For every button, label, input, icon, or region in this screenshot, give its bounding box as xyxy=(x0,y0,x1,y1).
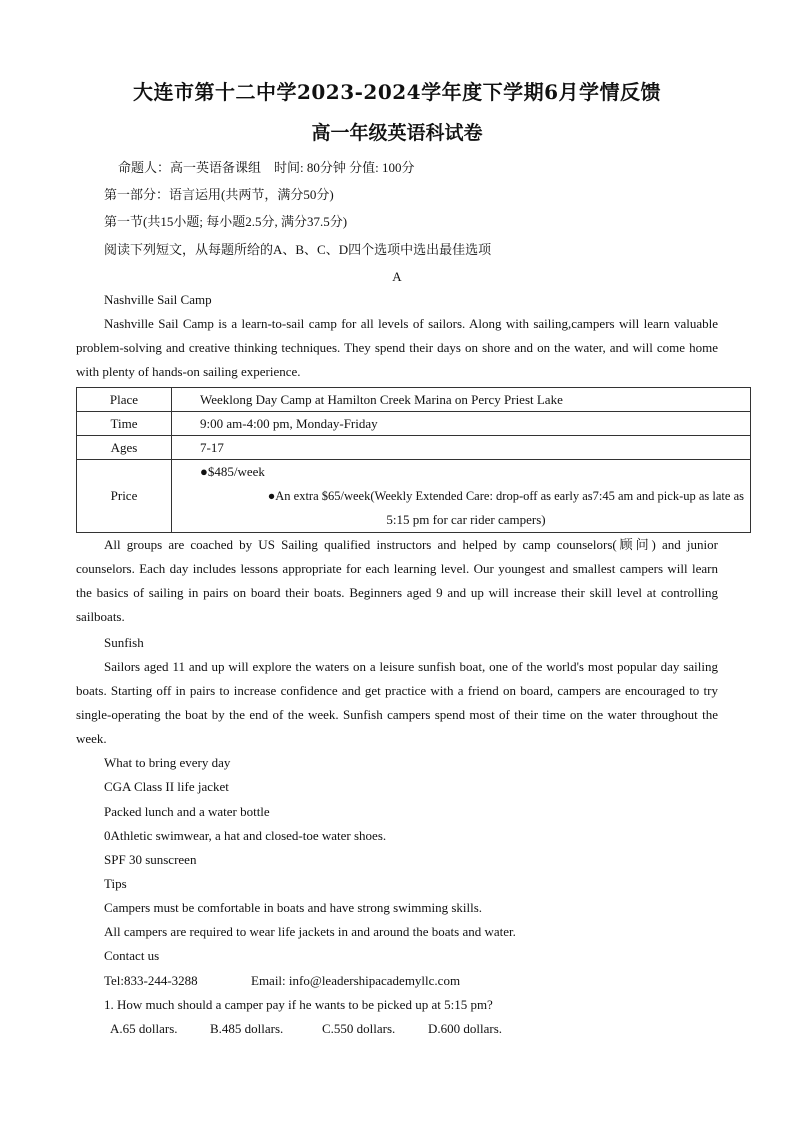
time-label: Time xyxy=(77,412,172,436)
bring-item: CGA Class II life jacket xyxy=(104,779,229,794)
place-label: Place xyxy=(77,388,172,412)
ages-label: Ages xyxy=(77,436,172,460)
section-one-heading: 第一节(共15小题; 每小题2.5分, 满分37.5分) xyxy=(104,214,348,229)
bring-heading: What to bring every day xyxy=(104,755,231,770)
part-one-heading: 第一部分：语言运用(共两节，满分50分) xyxy=(104,187,334,202)
passage-para-coaching: All groups are coached by US Sailing qualified instructors and helped by camp counselors(顾问) and junior counselors. Each day includes lessons appropriate for each learning level. Our youngest and smallest campers will learn the basics of sailing in pairs on board their boats. Beginners aged 9 and up will increase their skill level at controlling sailboats. xyxy=(76,537,718,624)
exam-title: 大连市第十二中学2023-2024学年度下学期6月学情反馈 xyxy=(132,80,662,104)
price-value xyxy=(172,460,751,533)
question-1-option-c: C.550 dollars. xyxy=(322,1021,396,1036)
question-1-stem: 1. How much should a camper pay if he wants to be picked up at 5:15 pm? xyxy=(104,997,493,1012)
bring-item: SPF 30 sunscreen xyxy=(104,852,197,867)
time-value: 9:00 am-4:00 pm, Monday-Friday xyxy=(172,412,751,436)
sunfish-heading: Sunfish xyxy=(104,635,144,650)
question-1-option-d: D.600 dollars. xyxy=(428,1021,503,1036)
contact-email: Email: info@leadershipacademyllc.com xyxy=(251,973,461,988)
ages-value: 7-17 xyxy=(172,436,751,460)
contact-heading: Contact us xyxy=(104,948,160,963)
tip-item: All campers are required to wear life jackets in and around the boats and water. xyxy=(104,924,516,939)
bring-item: Packed lunch and a water bottle xyxy=(104,804,270,819)
passage-para-sunfish: Sailors aged 11 and up will explore the waters on a leisure sunfish boat, one of the world's most popular day sailing boats. Starting off in pairs to increase confidence and get practice with a friend on board, campers are encouraged to try single-operating the boat by the end of the week. Sunfish campers spend most of their time on the water throughout the week. xyxy=(76,659,718,746)
tips-heading: Tips xyxy=(104,876,127,891)
bring-item: 0Athletic swimwear, a hat and closed-toe water shoes. xyxy=(104,828,387,843)
passage-label: A xyxy=(392,269,402,284)
question-1-option-b: B.485 dollars. xyxy=(210,1021,284,1036)
contact-tel: Tel:833-244-3288 xyxy=(104,973,198,988)
price-bullet-weekly: ●$485/week xyxy=(200,464,265,479)
passage-intro: Nashville Sail Camp is a learn-to-sail camp for all levels of sailors. Along with sailing,campers will learn valuable problem-solving and creative thinking techniques. They spend their days on shore and on the water, and will come home with plenty of hands-on sailing experience. xyxy=(76,316,718,379)
table-row xyxy=(77,436,751,460)
tip-item: Campers must be comfortable in boats and have strong swimming skills. xyxy=(104,900,483,915)
exam-info-line: 命题人：高一英语备课组 时间: 80分钟 分值: 100分 xyxy=(118,160,415,175)
price-bullet-extended-1: ●An extra $65/week(Weekly Extended Care: drop-off as early as7:45 am and pick-up as late as xyxy=(267,489,744,503)
instruction-text: 阅读下列短文，从每题所给的A、B、C、D四个选项中选出最佳选项 xyxy=(104,242,492,257)
table-row xyxy=(77,388,751,412)
table-row xyxy=(77,412,751,436)
exam-subtitle: 高一年级英语科试卷 xyxy=(311,122,483,144)
passage-heading: Nashville Sail Camp xyxy=(104,292,212,307)
price-bullet-extended-2: 5:15 pm for car rider campers) xyxy=(386,512,546,527)
place-value: Weeklong Day Camp at Hamilton Creek Marina on Percy Priest Lake xyxy=(172,388,751,412)
question-1-option-a: A.65 dollars. xyxy=(110,1021,178,1036)
camp-info-table xyxy=(76,387,751,533)
price-label: Price xyxy=(77,460,172,533)
table-row xyxy=(77,460,751,533)
